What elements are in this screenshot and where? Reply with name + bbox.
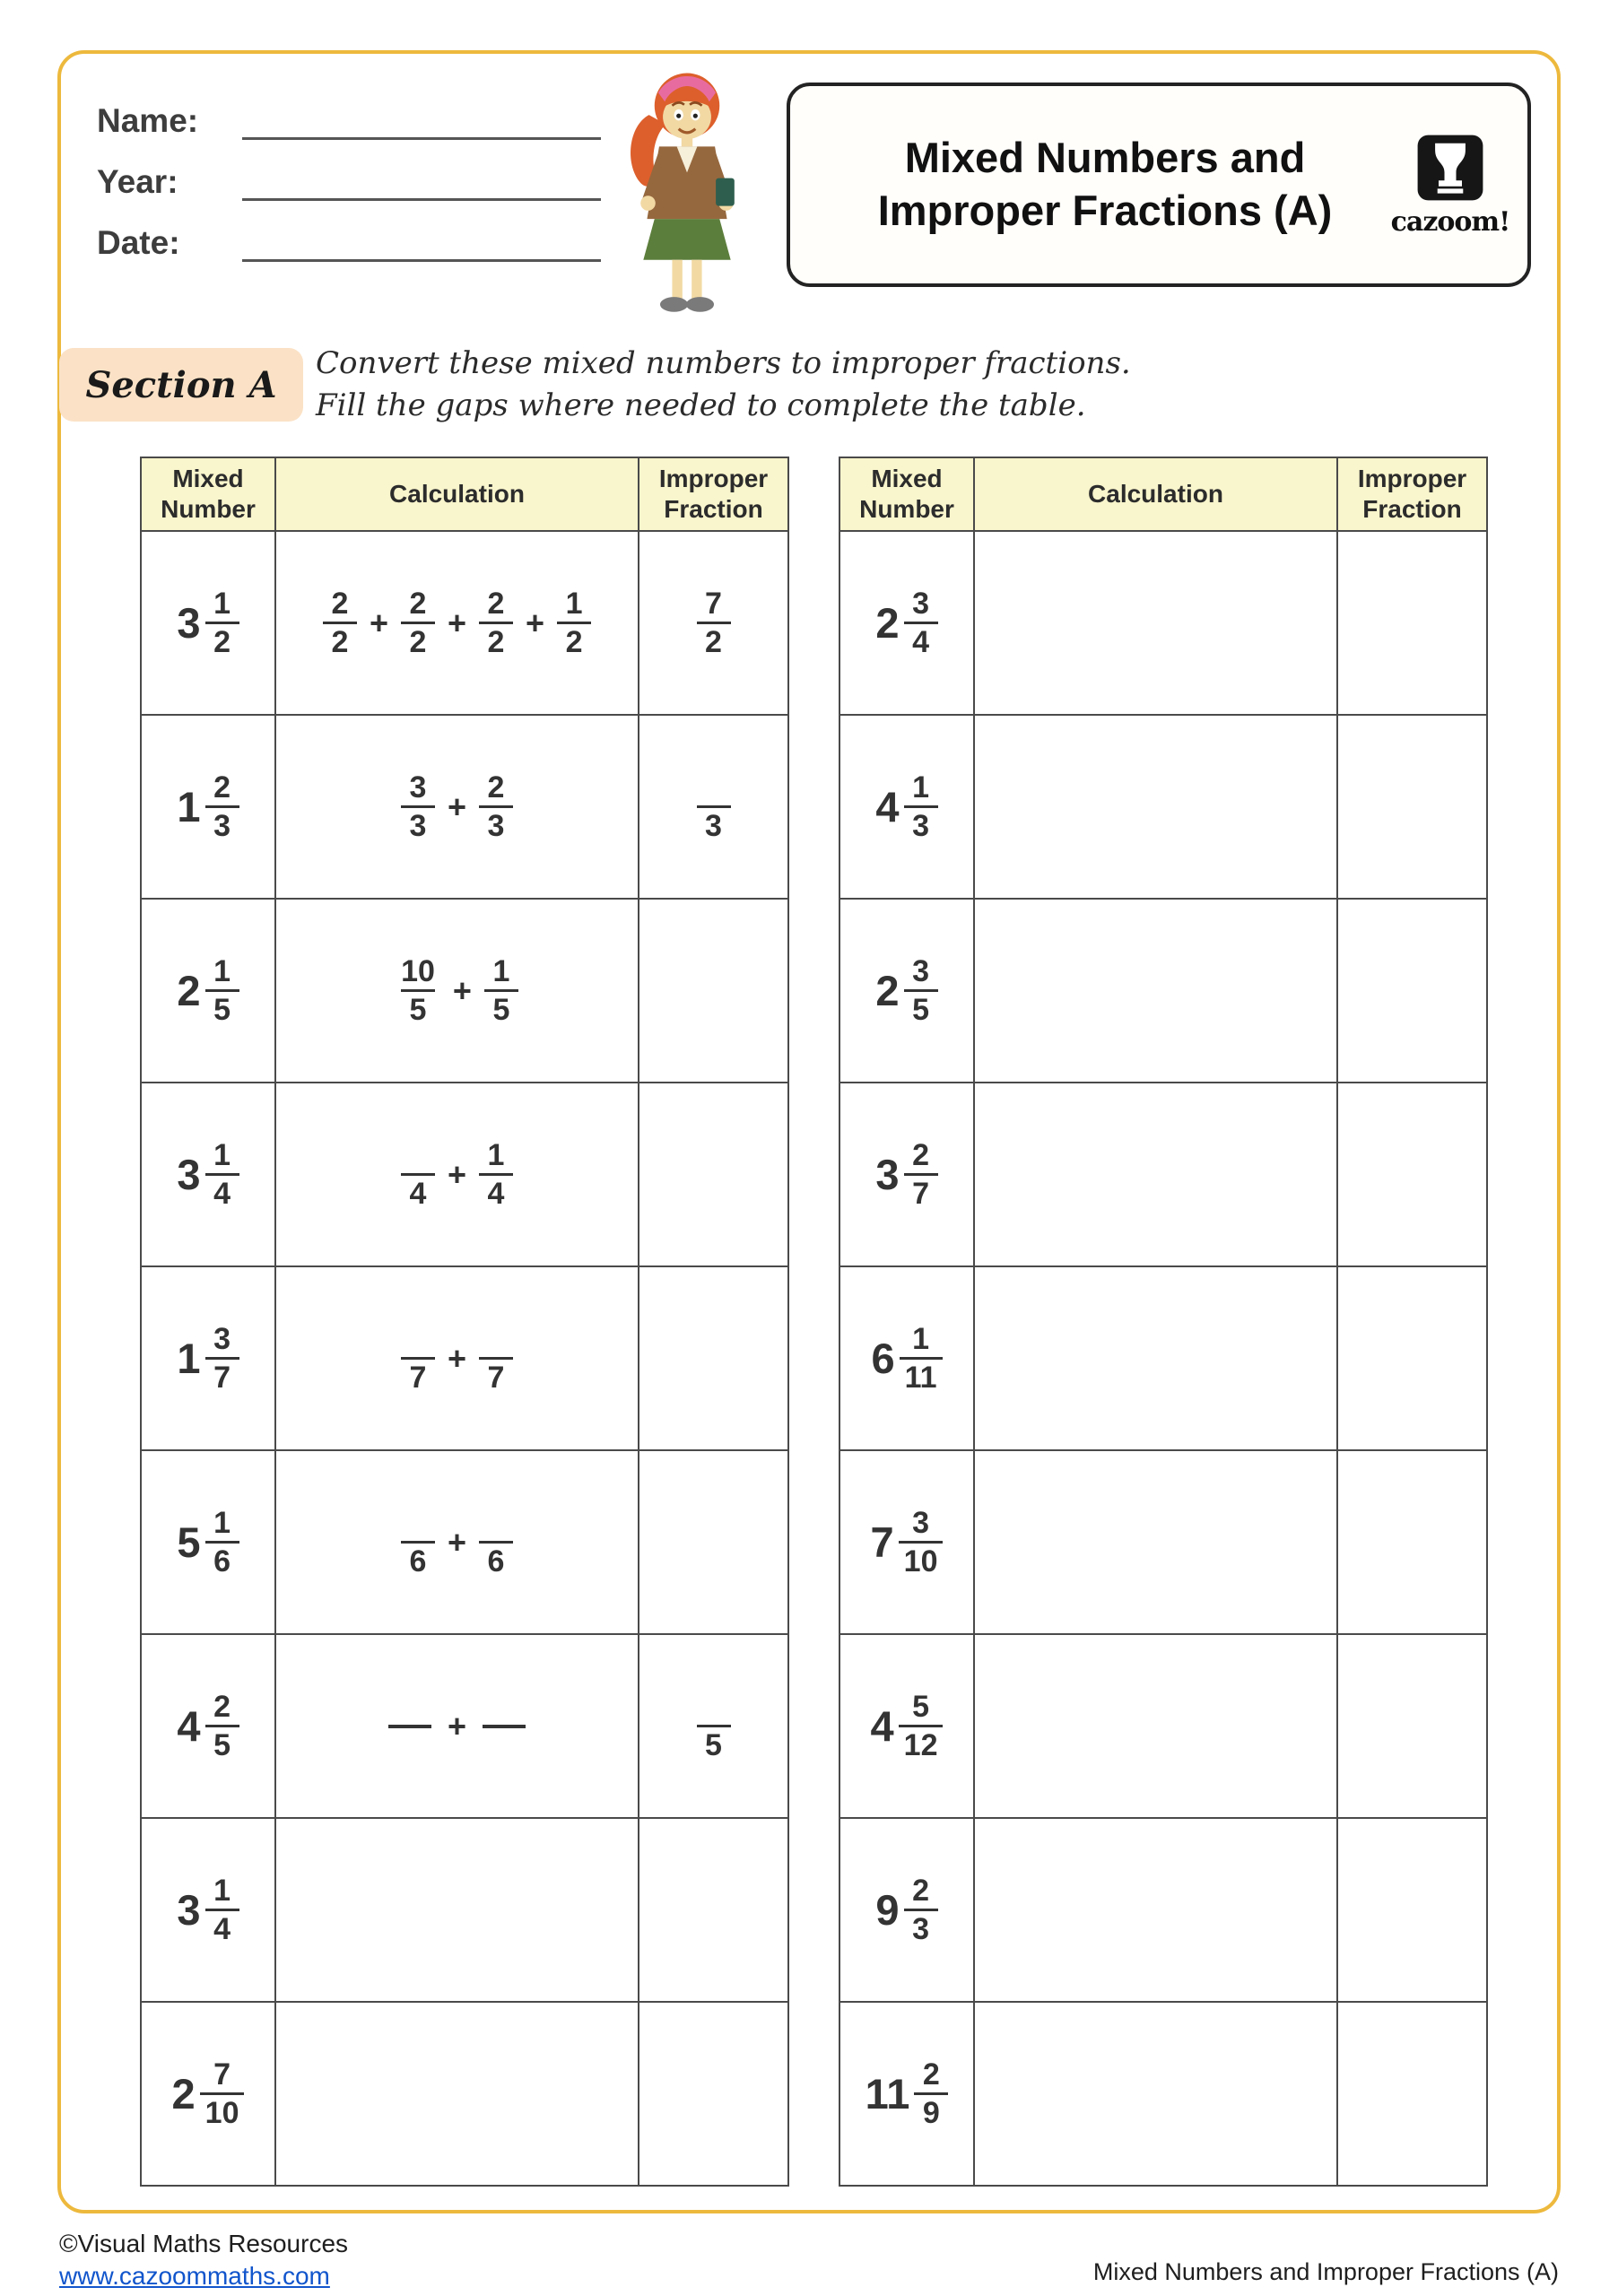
mixed-number-cell [142,1819,276,2003]
denominator: 4 [205,1909,239,1947]
fraction [479,1321,513,1396]
denominator: 10 [200,2092,245,2131]
cazoom-logo [1390,133,1510,238]
numerator: 7 [213,2057,231,2092]
title-line-1: Mixed Numbers and [904,134,1306,182]
instruction-line-2: Fill the gaps where needed to complete the table. [316,387,1086,423]
year-write-line [242,165,601,201]
table-row [840,1635,1488,1819]
fraction [205,1689,239,1763]
mixed-number-cell [840,532,975,716]
numerator [479,1321,513,1357]
date-write-line [242,226,601,262]
fraction [401,1137,435,1212]
numerator: 2 [331,586,349,621]
mixed-number [177,1505,239,1579]
denominator: 7 [904,1173,938,1212]
fraction [697,1689,731,1763]
denominator: 9 [914,2092,948,2131]
calculation-cell [276,1267,639,1451]
section-a-label: Section A [85,363,277,406]
numerator: 1 [213,1505,231,1540]
fraction [904,953,938,1028]
table-row [142,1819,789,2003]
worksheet-title [813,132,1396,238]
denominator: 7 [401,1357,435,1396]
fraction [205,770,239,844]
mixed-number [177,1689,239,1763]
whole-number: 2 [171,2070,196,2118]
whole-number: 1 [177,783,201,831]
denominator: 2 [323,622,357,660]
mixed-number [177,1321,239,1396]
fraction [205,586,239,660]
fraction [479,770,513,844]
numerator: 1 [912,770,930,804]
mixed-number [177,953,239,1028]
whole-number: 9 [875,1886,900,1934]
improper-fraction-cell [1338,1819,1488,2003]
numerator: 2 [487,770,505,804]
fraction [205,953,239,1028]
fraction [200,2057,245,2131]
mixed-number [871,1321,942,1396]
improper-fraction-cell [1338,2003,1488,2187]
numerator: 7 [705,586,722,621]
numerator: 2 [912,1873,930,1908]
table-header-row [142,458,789,532]
mixed-number-cell [142,532,276,716]
date-label: Date: [97,224,180,261]
fraction [904,770,938,844]
mixed-number-cell [840,1083,975,1267]
calculation-cell [975,1635,1338,1819]
table-row [142,1635,789,1819]
mixed-number [177,770,239,844]
cazoom-website-link[interactable]: www.cazoommaths.com [59,2262,330,2291]
denominator: 5 [484,989,518,1028]
fractions-table-left [140,457,789,2187]
numerator: 5 [912,1689,930,1724]
mixed-number-cell [840,2003,975,2187]
fraction [697,586,731,660]
improper-fraction-cell [639,1451,789,1635]
denominator: 12 [899,1725,944,1763]
section-a-instructions [316,343,1131,427]
worksheet-title-box [787,83,1531,287]
column-header: Improper Fraction [639,458,789,532]
copyright-text: ©Visual Maths Resources [59,2230,349,2257]
mixed-number-cell [142,1451,276,1635]
plus-sign: + [447,1707,467,1744]
mixed-number [177,586,239,660]
denominator: 4 [479,1173,513,1212]
mixed-number-cell [840,1819,975,2003]
cazoom-logo-icon [1415,133,1485,203]
whole-number: 2 [177,967,201,1014]
numerator: 1 [565,586,583,621]
footer-worksheet-title: Mixed Numbers and Improper Fractions (A) [1092,2258,1559,2285]
mixed-number [875,1137,937,1212]
mixed-number-cell [142,2003,276,2187]
fraction [479,1505,513,1579]
fraction [205,1873,239,1947]
denominator: 2 [205,622,239,660]
mixed-number [875,770,937,844]
denominator: 7 [205,1357,239,1396]
fraction [396,953,440,1028]
mixed-number [177,1137,239,1212]
table-row [840,532,1488,716]
table-row [840,1083,1488,1267]
table-row [142,2003,789,2187]
mixed-number-cell [142,1083,276,1267]
title-line-2: Improper Fractions (A) [877,187,1333,234]
denominator: 5 [205,989,239,1028]
mixed-number-cell [142,716,276,900]
calculation-cell [975,2003,1338,2187]
cartoon-girl-mascot-icon [617,59,757,319]
denominator: 5 [697,1725,731,1763]
whole-number: 4 [870,1702,894,1750]
denominator: 5 [904,989,938,1028]
improper-fraction-cell [1338,1083,1488,1267]
cazoom-logo-text: cazoom! [1390,205,1510,238]
calculation-cell [276,716,639,900]
mixed-number-cell [840,1451,975,1635]
improper-fraction-cell [639,900,789,1083]
denominator: 5 [205,1725,239,1763]
numerator: 1 [213,953,231,988]
numerator [401,1321,435,1357]
mixed-number-cell [840,900,975,1083]
numerator: 2 [922,2057,940,2092]
table-row [142,716,789,900]
name-field-row [97,100,601,140]
denominator: 6 [401,1541,435,1579]
fraction [205,1505,239,1579]
mixed-number-cell [840,716,975,900]
numerator: 1 [213,1873,231,1908]
fraction [479,1137,513,1212]
improper-fraction-cell [1338,716,1488,900]
whole-number: 4 [875,783,900,831]
denominator: 7 [479,1357,513,1396]
denominator: 6 [205,1541,239,1579]
whole-number: 3 [177,1151,201,1198]
calculation-cell [975,1267,1338,1451]
fraction [479,1321,513,1396]
date-field-row [97,222,601,262]
improper-fraction-cell [639,1083,789,1267]
numerator: 3 [213,1321,231,1356]
fraction [697,770,731,844]
plus-sign: + [369,604,388,641]
plus-sign: + [447,1523,467,1561]
mixed-number [871,1689,944,1763]
numerator: 3 [409,770,427,804]
denominator: 4 [205,1173,239,1212]
column-header: Mixed Number [142,458,276,532]
denominator: 2 [697,622,731,660]
fraction [401,1321,435,1396]
calculation-cell [276,1451,639,1635]
fraction [479,586,513,660]
numerator: 1 [912,1321,930,1356]
table-row [840,1451,1488,1635]
table-row [840,716,1488,900]
numerator: 3 [912,953,930,988]
numerator [401,1505,435,1541]
numerator [697,1689,731,1725]
column-header: Calculation [975,458,1338,532]
fraction [401,586,435,660]
denominator: 3 [205,805,239,844]
improper-fraction-cell [1338,1267,1488,1451]
plus-sign: + [526,604,545,641]
numerator: 2 [409,586,427,621]
mixed-number [177,1873,239,1947]
fraction [479,770,513,844]
mixed-number [866,2057,949,2131]
plus-sign: + [447,787,467,825]
fraction [904,586,938,660]
whole-number: 6 [871,1335,895,1382]
denominator: 11 [900,1357,943,1396]
year-field-row [97,161,601,201]
fraction [396,953,440,1028]
whole-number: 2 [875,967,900,1014]
fraction [484,953,518,1028]
table-row [142,1267,789,1451]
improper-fraction-cell [1338,1451,1488,1635]
mixed-number [871,1505,944,1579]
numerator: 1 [213,586,231,621]
whole-number: 4 [177,1702,201,1750]
fraction [900,1321,943,1396]
numerator: 3 [912,586,930,621]
mixed-number [172,2057,245,2131]
name-label: Name: [97,102,199,139]
fraction [484,953,518,1028]
fraction [401,770,435,844]
fraction [401,1137,435,1212]
denominator: 6 [479,1541,513,1579]
mixed-number-cell [142,1635,276,1819]
denominator: 3 [479,805,513,844]
calculation-cell [276,900,639,1083]
instruction-line-1: Convert these mixed numbers to improper fractions. [316,345,1131,381]
blank-line [388,1725,431,1728]
section-a-pill [59,348,303,422]
fraction [557,586,591,660]
calculation-cell [276,1635,639,1819]
fraction [557,586,591,660]
table-row [840,2003,1488,2187]
fraction [697,1689,731,1763]
table-row [142,1083,789,1267]
whole-number: 3 [177,1886,201,1934]
calculation-cell [975,1083,1338,1267]
mixed-number [875,586,937,660]
improper-fraction-cell [639,1267,789,1451]
fraction [899,1505,944,1579]
denominator: 3 [904,805,938,844]
numerator [479,1505,513,1541]
column-header: Mixed Number [840,458,975,532]
fractions-table-right [839,457,1488,2187]
table-row [142,900,789,1083]
improper-fraction-cell [639,716,789,900]
plus-sign: + [447,604,467,641]
improper-fraction-cell [1338,532,1488,716]
table-row [840,1267,1488,1451]
mixed-number-cell [142,900,276,1083]
calculation-cell [276,2003,639,2187]
denominator: 3 [904,1909,938,1947]
improper-fraction-cell [639,532,789,716]
fraction [697,770,731,844]
whole-number: 7 [870,1518,894,1566]
numerator [401,1137,435,1173]
fraction [401,1505,435,1579]
calculation-cell [276,1819,639,2003]
mixed-number-cell [840,1635,975,1819]
numerator [697,770,731,805]
improper-fraction-cell [639,1819,789,2003]
fraction [401,1505,435,1579]
calculation-cell [276,532,639,716]
mixed-number-cell [840,1267,975,1451]
improper-fraction-cell [639,2003,789,2187]
numerator: 1 [213,1137,231,1172]
table-row [142,1451,789,1635]
whole-number: 3 [177,599,201,647]
fraction [479,586,513,660]
fraction [914,2057,948,2131]
name-write-line [242,104,601,140]
calculation-cell [276,1083,639,1267]
fraction [323,586,357,660]
calculation-cell [975,716,1338,900]
denominator: 10 [899,1541,944,1579]
denominator: 4 [904,622,938,660]
improper-fraction-cell [1338,900,1488,1083]
plus-sign: + [452,971,472,1009]
mixed-number [875,1873,937,1947]
calculation-cell [975,900,1338,1083]
footer-left [59,2228,348,2293]
table-row [142,532,789,716]
whole-number: 1 [177,1335,201,1382]
calculation-cell [975,1451,1338,1635]
denominator: 4 [401,1173,435,1212]
numerator: 10 [401,953,435,988]
denominator: 2 [479,622,513,660]
numerator: 2 [912,1137,930,1172]
calculation-cell [975,1819,1338,2003]
denominator: 2 [401,622,435,660]
table-row [840,900,1488,1083]
calculation-cell [975,532,1338,716]
mixed-number-cell [142,1267,276,1451]
blank-line [483,1725,526,1728]
fraction [904,1873,938,1947]
numerator: 2 [213,770,231,804]
denominator: 3 [401,805,435,844]
mixed-number [875,953,937,1028]
fraction [323,586,357,660]
column-header: Improper Fraction [1338,458,1488,532]
denominator: 2 [557,622,591,660]
fraction [904,1137,938,1212]
fraction [479,1137,513,1212]
fraction [401,586,435,660]
whole-number: 11 [865,2070,910,2118]
fraction [479,1505,513,1579]
fraction [697,586,731,660]
fraction [205,1137,239,1212]
denominator: 5 [401,989,435,1028]
improper-fraction-cell [639,1635,789,1819]
denominator: 3 [697,805,731,844]
numerator: 3 [912,1505,930,1540]
column-header: Calculation [276,458,639,532]
numerator: 1 [492,953,510,988]
table-row [840,1819,1488,2003]
fraction [401,1321,435,1396]
improper-fraction-cell [1338,1635,1488,1819]
year-label: Year: [97,163,178,200]
numerator: 2 [213,1689,231,1724]
fraction [205,1321,239,1396]
plus-sign: + [447,1339,467,1377]
fraction [401,770,435,844]
fraction [899,1689,944,1763]
whole-number: 3 [875,1151,900,1198]
whole-number: 2 [875,599,900,647]
student-fields [97,100,601,283]
numerator: 2 [487,586,505,621]
table-header-row [840,458,1488,532]
plus-sign: + [447,1155,467,1193]
numerator: 1 [487,1137,505,1172]
whole-number: 5 [177,1518,201,1566]
